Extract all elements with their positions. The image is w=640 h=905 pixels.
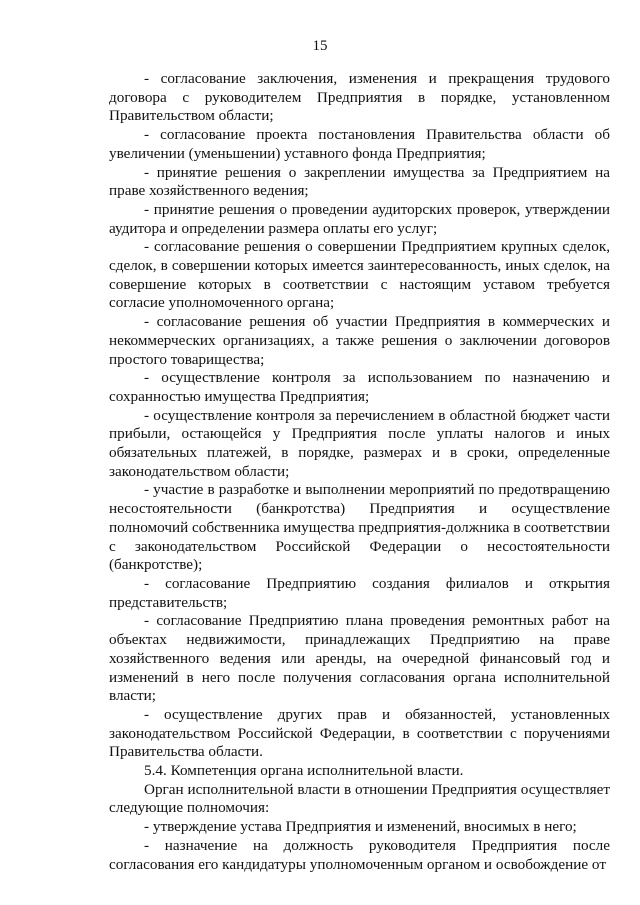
paragraph: - осуществление контроля за использованием по назначению и сохранностью имущества Предприятия;: [109, 369, 610, 405]
paragraph: - согласование Предприятию создания филиалов и открытия представительств;: [109, 574, 610, 611]
paragraph: - осуществление других прав и обязанностей, установленных законодательством Российской Федерации, в соответствии с поручениями Правительства области.: [109, 705, 610, 761]
paragraph: - согласование Предприятию плана проведения ремонтных работ на объектах недвижимости, принадлежащих Предприятию на праве хозяйственного ведения или аренды, на очередной финансовый год и изменений в него после получения согласования органа исполнительной власти;: [109, 612, 610, 705]
paragraph: - согласование решения об участии Предприятия в коммерческих и некоммерческих организациях, а также решения о заключении договоров простого товарищества;: [109, 313, 610, 368]
paragraph: - назначение на должность руководителя Предприятия после согласования его кандидатуры уполномоченным органом и освобождение от: [109, 836, 610, 873]
page-number: 15: [312, 38, 328, 54]
section-heading: 5.4. Компетенция органа исполнительной власти.: [144, 762, 464, 780]
paragraph: - участие в разработке и выполнении мероприятий по предотвращению несостоятельности (банкротства) Предприятия и осуществление полномочий собственника имущества предприятия-должника в соответствии с законодательством Российской Федерации о несостоятельности (банкротстве);: [109, 481, 610, 574]
paragraph: - осуществление контроля за перечислением в областной бюджет части прибыли, остающейся у Предприятия после уплаты налогов и иных обязательных платежей, в порядке, размерах и в сроки, определенные законодательством области;: [109, 406, 610, 480]
paragraph: - утверждение устава Предприятия и изменений, вносимых в него;: [144, 818, 577, 836]
paragraph: - согласование проекта постановления Правительства области об увеличении (уменьшении) уставного фонда Предприятия;: [109, 126, 610, 162]
paragraph: - согласование заключения, изменения и прекращения трудового договора с руководителем Предприятия в порядке, установленном Правительством области;: [109, 70, 610, 125]
paragraph: Орган исполнительной власти в отношении Предприятия осуществляет следующие полномочия:: [109, 780, 610, 817]
paragraph: - принятие решения о проведении аудиторских проверок, утверждении аудитора и определении размера оплаты его услуг;: [109, 200, 610, 237]
paragraph: - принятие решения о закреплении имущества за Предприятием на праве хозяйственного ведения;: [109, 163, 610, 200]
paragraph: - согласование решения о совершении Предприятием крупных сделок, сделок, в совершении которых имеется заинтересованность, иных сделок, на совершение которых в соответствии с настоящим уставом требуется согласие уполномоченного органа;: [109, 238, 610, 312]
document-body: [109, 70, 610, 874]
